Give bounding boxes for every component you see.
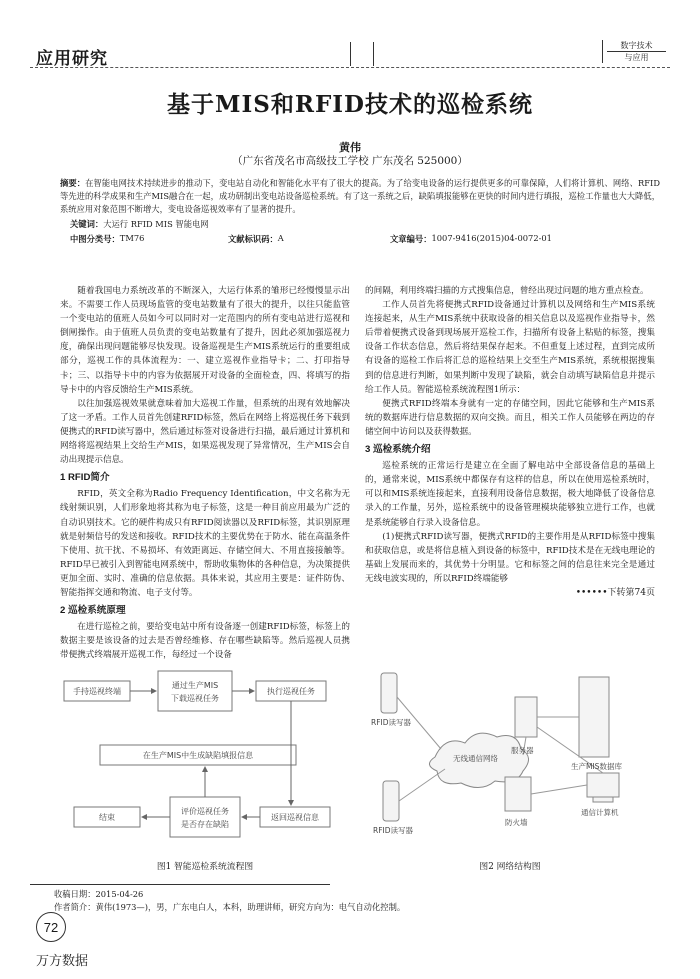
node-download [158,671,232,711]
computer-base [593,797,613,802]
keywords [70,218,209,230]
label-wireless: 无线通信网络 [453,754,498,763]
section-heading: 3 巡检系统介绍 [365,444,431,456]
abstract [60,177,660,216]
label-return: 返回巡视信息 [271,813,319,822]
received-date: 收稿日期：2015-04-26 [54,889,144,899]
section-heading: 1 RFID简介 [60,472,110,484]
mis-database-rack [579,677,609,757]
paragraph: RFID，英文全称为Radio Frequency Identification，中文名称为无线射频识别，人们形象地将其称为电子标签，这是一种目前应用最为广泛的自动识别技术。它的硬件构成只有RFID阅读器以及RFID标签，其识别原理就是射频信号的发送和接收。RFID技术的主要优势在于防水、能在高温条件下使用、抗干扰、不易损坏、有效距离远、存储空间大、不用直接接触等。RFID早已被引入到智能电网系统中，帮助收集物体的各种信息，为决策提供更加全面、实时、准确的信息依据。具体来说，其应用主要是：证件防伪、智能指挥交通和物流、电子支付等。 [60,489,350,598]
journal-header [30,40,670,66]
server-tower [515,697,537,737]
doc-code-label: 文献标识码： [228,234,278,244]
paragraph: 在进行巡检之前，要给变电站中所有设备逐一创建RFID标签，标签上的数据主要是该设备的过去是否曾经维修、存在哪些缺陷等。然后巡视人员携带便携式终端展开巡视工作，每经过一个设备 [60,622,350,661]
header-rule [30,67,670,68]
label-server: 服务器 [511,746,534,755]
journal-line-1: 数字技术 [607,40,666,52]
page-number: 72 [43,920,59,935]
label-firewall: 防火墙 [505,818,528,827]
section-heading: 2 巡检系统原理 [60,605,126,617]
label-rfid-bottom: RFID读写器 [373,826,414,835]
keywords-label: 关键词： [70,219,104,229]
label-rfid-top: RFID读写器 [371,718,412,727]
article-affiliation: （广东省茂名市高级技工学校 广东茂名 525000） [232,155,468,167]
label-evaluate-1: 评价巡视任务 [181,807,229,816]
label-evaluate-2: 是否存在缺陷 [181,820,229,829]
computer-monitor [587,773,619,797]
paragraph: 的间隔，利用终端扫描的方式搜集信息，曾经出现过问题的地方重点检查。 [365,286,649,296]
page-number-badge [36,912,66,942]
keywords-text: 大运行 RFID MIS 智能电网 [103,219,209,229]
label-download-2: 下载巡视任务 [171,694,219,703]
abstract-label: 摘要： [60,178,86,188]
journal-line-2: 与应用 [624,53,649,62]
rfid-reader-bottom [383,781,399,821]
firewall-icon [505,777,531,811]
network-svg [365,657,655,857]
article-title: 基于MIS和RFID技术的巡检系统 [167,91,533,118]
paragraph: 工作人员首先将便携式RFID设备通过计算机以及网络和生产MIS系统连接起来，从生产MIS系统中获取设备的相关信息以及巡视作业指导卡，然后带着便携式设备到现场展开巡检工作，扫描所有设备上粘贴的标签，搜集设备工作状态信息，然后将结果保存起来。不但重复上述过程，直到完成所有设备的巡检工作后将汇总的巡检结果上交至生产MIS系统，系统根据搜集到的信息进行判断，如果判断中发现了缺陷，就会自动填写缺陷信息并提示给工作人员。智能巡检系统流程图1所示： [365,300,655,395]
node-evaluate [170,797,240,837]
column-title: 应用研究 [36,49,108,68]
paragraph: 便携式RFID终端本身就有一定的存储空间，因此它能够和生产MIS系统的数据库进行信息数据的双向交换。而且，相关工作人员能够在两边的存储空间中访问以及获得数据。 [365,398,655,437]
footnote-rule [30,884,330,885]
rfid-reader-top [381,673,397,713]
header-slot-mark [350,42,374,66]
label-end: 结束 [99,813,115,822]
label-download-1: 通过生产MIS [171,681,219,690]
paragraph: 以往加强巡视效果就意味着加大巡视工作量，但系统的出现有效地解决了这一矛盾。工作人员首先创建RFID标签，然后在网络上将巡视任务下载到便携式的RFID读写器中，然后通过标签对设备进行扫描，最后通过计算机和网络将巡视结果上交给生产MIS，如果巡视发现了异常情况，生产MIS会自动出现提示信息。 [60,398,350,466]
label-mis-db: 生产MIS数据库 [571,762,622,771]
paragraph: 随着我国电力系统改革的不断深入，大运行体系的雏形已经慢慢显示出来。不需要工作人员现场监管的变电站数量有了很大的提升，以往只能监管一个变电站的值班人员如今可以同时对一定范围内的所有变电站进行巡视和倒闸操作。由于值班人员负责的变电站数量有了提升，因此必须加强巡视力度，确保出现问题能够尽快发现。设备巡视是生产MIS系统运行的重要组成部分，巡视工作的具体流程为：一、建立巡视作业指导卡；二、打印指导卡；三、以指导卡中的内容为依据展开对设备的全面检查，四、将填写的指导卡中的内容反馈给生产MIS系统。 [60,286,350,395]
article-no-value: 1007-9416(2015)04-0072-01 [431,233,552,243]
article-author: 黄伟 [339,141,361,154]
watermark-text: 万方数据 [36,953,89,968]
author-bio: 作者简介：黄伟(1973—)，男，广东电白人，本科，助理讲师，研究方向为：电气自动化控制。 [54,902,406,912]
journal-name [602,40,666,63]
abstract-text: 在智能电网技术持续进步的推动下，变电站自动化和智能化水平有了很大的提高。为了给变电设备的运行提供更多的可靠保障，人们将计算机、网络、RFID等先进的科学成果和生产MIS融合在一起，成功研制出变电站设备巡检系统。有了这一系统之后，缺陷填报能够在更快的时间内进行填报，巡检工作量也大大降低，系统应用对象范围不断增大，变电设备巡视效率有了显著的提升。 [60,178,660,214]
figure-2-caption: 图2 网络结构图 [479,862,541,872]
label-info-server: 通信计算机 [581,808,619,817]
body-column-left [60,284,350,662]
label-defect: 在生产MIS中生成缺陷填报信息 [142,751,254,760]
clc-value: TM76 [119,233,145,243]
clc-label: 中图分类号： [70,234,120,244]
label-handheld: 手持巡视终端 [73,687,121,696]
figure-2-network [365,657,655,875]
paragraph: 巡检系统的正常运行是建立在全面了解电站中全部设备信息的基础上的，通常来说，MIS系统中都保存有这样的信息，所以在使用巡检系统时，可以和MIS系统连接起来，直接利用设备信息数据，极大地降低了设备信息录入的工作量，另外，巡检系统中的设备管理模块能够独立进行工作，也就是系统能够自行录入设备信息。 [365,461,655,528]
body-column-right [365,284,655,600]
doc-code-value: A [277,233,284,243]
label-execute: 执行巡视任务 [267,687,315,696]
paragraph: (1)便携式RFID读写器，便携式RFID的主要作用是从RFID标签中搜集和获取信息，或是将信息植入到设备的标签中，RFID技术是在无线电理论的基础上发展而来的，其优势十分明显。它和标签之间的信息往来完全是通过无线电波实现的，所以RFID终端能够 [365,531,655,584]
article-no-label: 文章编号： [390,234,432,244]
figure-1-flowchart [60,657,350,875]
figure-1-caption: 图1 智能巡检系统流程图 [156,862,254,872]
continued-marker: ••••••下转第74页 [575,587,655,598]
flowchart-svg [60,657,350,857]
